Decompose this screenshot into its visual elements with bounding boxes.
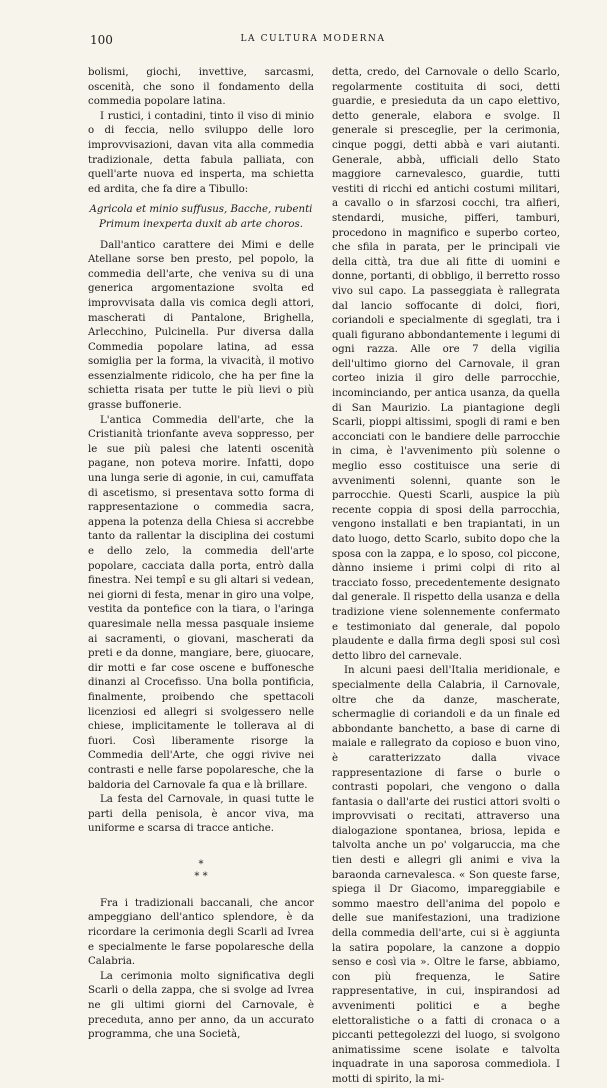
paragraph: In alcuni paesi dell'Italia meridionale, e specialmente della Calabria, il Carnovale, oltre che da danze, mascherate, schermaglie di coriandoli e da un finale ed abbondante banchetto, a base di carne di maiale e rallegrato da copioso e buon vino, è caratterizzato dalla vivace rappresentazione di farse o burle o contrasti popolari, che vengono o dalla fantasia o dall'arte dei rustici attori svolti o improvvisati o recitati, attraverso una dialogazione spontanea, briosa, lepida e talvolta anche un po' volgaruccia, ma che tien desti e allegri gli animi e viva la baraonda carnevalesca. « Son queste farse, spiega il Dr Giacomo, impareggiabile e sommo maestro dell'anima del popolo e delle sue manifestazioni, una tradizione della commedia dell'arte, cui si è aggiunta la satira popolare, la canzone a doppio senso e così via ». Oltre le farse, abbiamo, con più frequenza, le Satire rappresentative, in cui, inspirandosi ad avvenimenti politici e a beghe elettoralistiche o a fatti di cronaca o a piccanti pettegolezzi del luogo, si svolgono animatissime scene isolate e talvolta inquadrate in una saporosa commediola. I motti di spirito, la mi- [332,665,560,1085]
latin-quote [88,203,314,232]
paragraph: Dall'antico carattere dei Mimi e delle Atellane sorse ben presto, pel popolo, la commedia dell'arte, che veniva su di una generica argomentazione svolta ed improvvisata dalla vis comica degli attori, mascherati di Pantalone, Brighella, Arlecchino, Pulcinella. Pur diversa dalla Commedia popolare latina, ad essa somiglia per la forma, la vivacità, il motivo essenzialmente ridicolo, che ha per fine la schietta risata per tutte le più lievi o più grasse buffonerie. [88,239,314,412]
separator-stars: * * [194,870,208,882]
paragraph: La cerimonia molto significativa degli Scarli o della zappa, che si svolge ad Ivrea ne gli ultimi giorni del Carnovale, è preceduta, anno per anno, da un accurato programma, che una Società, [88,970,314,1041]
page-header [90,33,536,49]
quote-line: Agricola et minio suffusus, Bacche, rubenti [89,204,313,216]
section-separator [88,859,314,883]
paragraph: L'antica Commedia dell'arte, che la Cristianità trionfante aveva soppresso, per le sue più palesi che latenti oscenità pagane, non poteva morire. Infatti, dopo una lunga serie di agonie, in cui, camuffata di ascetismo, si presentava sotto forma di rappresentazione o commedia sacra, appena la potenza della Chiesa si accrebbe tanto da rallentar la disciplina dei costumi e dello zelo, la commedia dell'arte popolare, cacciata dalla porta, entrò dalla finestra. Nei tempî e su gli altari si vedean, nei giorni di festa, menar in giro una volpe, vestita da pontefice con la tiara, o l'aringa quaresimale nella messa pasquale insieme ai sacramenti, o giovani, mascherati da preti e da donne, mangiare, bere, giuocare, dir motti e far cose oscene e buffonesche dinanzi al Crocefisso. Una bolla pontificia, finalmente, proibendo che spettacoli licenziosi ed allegri si svolgessero nelle chiese, implicitamente le tollerava al di fuori. Così liberamente risorge la Commedia dell'Arte, che oggi rivive nei contrasti e nelle farse popolaresche, che la baldoria del Carnovale fa qua e là brillare. [88,414,314,791]
left-column [88,66,314,1043]
paragraph: detta, credo, del Carnovale o dello Scarlo, regolarmente costituita di soci, detti guardie, e presieduta da un capo elettivo, detto generale, elabora e svolge. Il generale si presceglie, per la cerimonia, cinque poggi, detti abbà e vari aiutanti. Generale, abbà, ufficiali dello Stato maggiore carnevalesco, guardie, tutti vestiti di ricchi ed antichi costumi militari, a cavallo o in sfarzosi cocchi, tra alfieri, stendardi, musiche, pifferi, tamburi, procedono in magnifico e superbo corteo, che sfila in parata, per le principali vie della città, tra due ali fitte di uomini e donne, portanti, di obbligo, il berretto rosso vivo sul capo. La passeggiata è rallegrata dal lancio soffocante di dolci, fiori, coriandoli e specialmente di sgeglati, tra i quali figurano abbondantemente i legumi di ogni razza. Alle ore 7 della vigilia dell'ultimo giorno del Carnovale, il gran corteo inizia il giro delle parrocchie, incominciando, per antica usanza, da quella di San Maurizio. La piantagione degli Scarli, pioppi altissimi, spogli di rami e ben acconciati con le bandiere delle parrocchie in cima, è l'avvenimento più solenne o meglio esso costituisce una serie di avvenimenti solenni, quante son le parrocchie. Questi Scarli, auspice la più recente coppia di sposi della parrocchia, vengono installati e ben trapiantati, in un dato luogo, detto Scarlo, subito dopo che la sposa con la zappa, e lo sposo, col piccone, dànno insieme i primi colpi di rito al tracciato fosso, precedentemente designato dal generale. Il rispetto della usanza e della tradizione viene solennemente confermato e testimoniato dal generale, dal popolo plaudente e dalla firma degli sposi sul così detto libro del carnevale. [332,67,560,662]
paragraph: bolismi, giochi, invettive, sarcasmi, oscenità, che sono il fondamento della commedia popolare latina. [88,67,314,108]
paragraph: I rustici, i contadini, tinto il viso di minio o di feccia, nello sviluppo delle loro improvvisazioni, davan vita alla commedia tradizionale, detta fabula palliata, con quell'arte nuova ed insperta, ma schietta ed ardita, che fa dire a Tibullo: [88,110,314,195]
paragraph: Fra i tradizionali baccanali, che ancor ampeggiano dell'antico splendore, è da ricordare la cerimonia degli Scarli ad Ivrea e specialmente le farse popolaresche della Calabria. [88,897,314,968]
running-title: LA CULTURA MODERNA [240,34,386,44]
page-number: 100 [90,33,113,47]
paragraph: La festa del Carnovale, in quasi tutte le parti della penisola, è ancor viva, ma uniforme e scarsa di tracce antiche. [88,794,314,835]
quote-line: Primum inexperta duxit ab arte choros. [99,218,303,230]
right-column [332,66,560,1088]
separator-star: * [198,858,204,870]
